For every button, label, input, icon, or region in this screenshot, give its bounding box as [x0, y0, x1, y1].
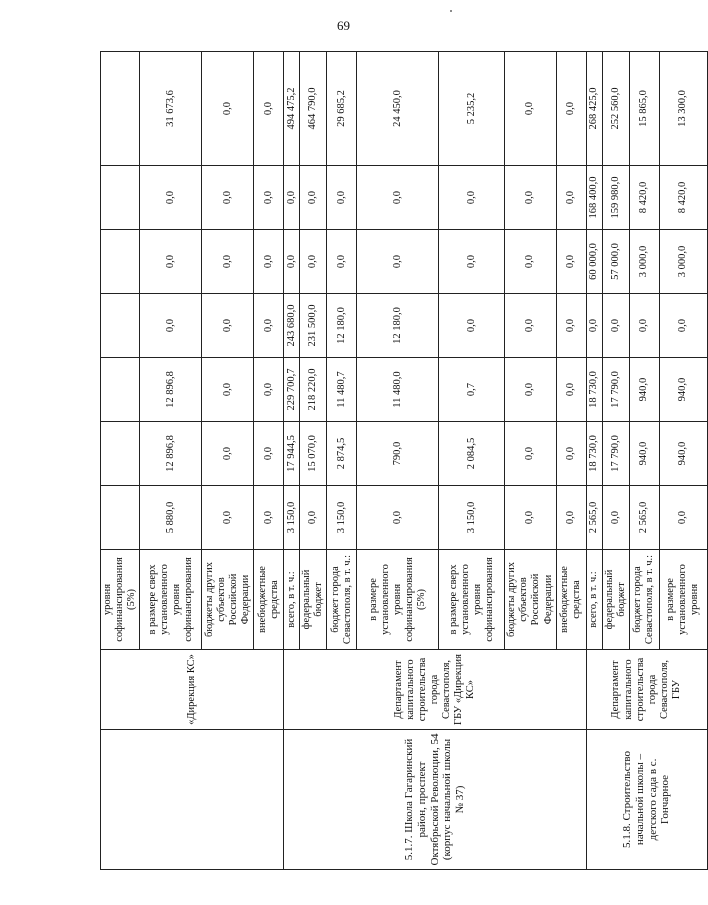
amount-cell: 15 865,0: [629, 52, 659, 166]
amount-cell: 464 790,0: [300, 52, 327, 166]
source-label: внебюджетные средства: [556, 550, 586, 650]
amount-cell: 3 000,0: [659, 230, 707, 294]
amount-cell: 0,0: [254, 230, 284, 294]
amount-cell: 0,0: [439, 230, 505, 294]
amount-cell: 0,0: [505, 486, 556, 550]
amount-cell: 0,0: [327, 230, 357, 294]
amount-cell: 0,0: [254, 294, 284, 358]
empty-cell: [101, 486, 140, 550]
amount-cell: 57 000,0: [602, 230, 629, 294]
amount-cell: 0,0: [602, 294, 629, 358]
source-label: в размере установленного уровня: [659, 550, 707, 650]
amount-cell: 0,0: [254, 166, 284, 230]
amount-cell: 2 874,5: [327, 422, 357, 486]
empty-cell: [101, 52, 140, 166]
amount-cell: 0,0: [357, 166, 439, 230]
amount-cell: 0,0: [659, 486, 707, 550]
amount-cell: 0,7: [439, 358, 505, 422]
amount-cell: 3 150,0: [439, 486, 505, 550]
source-label: в размере сверх установленного уровня софинансирования: [140, 550, 202, 650]
amount-cell: 0,0: [602, 486, 629, 550]
empty-cell: [101, 422, 140, 486]
amount-cell: 0,0: [505, 358, 556, 422]
amount-cell: 0,0: [556, 486, 586, 550]
amount-cell: 0,0: [505, 294, 556, 358]
amount-cell: 60 000,0: [586, 230, 602, 294]
amount-cell: 229 700,7: [284, 358, 300, 422]
source-label: всего, в т. ч.:: [586, 550, 602, 650]
amount-cell: 0,0: [300, 230, 327, 294]
amount-cell: 0,0: [357, 230, 439, 294]
amount-cell: 0,0: [254, 422, 284, 486]
amount-cell: 494 475,2: [284, 52, 300, 166]
responsible-cell: Департамент капитального строительства города Севастополя, ГБУ «Дирекция КС»: [284, 650, 586, 730]
table-row: [586, 52, 602, 870]
amount-cell: 17 944,5: [284, 422, 300, 486]
amount-cell: 5 880,0: [140, 486, 202, 550]
amount-cell: 17 790,0: [602, 422, 629, 486]
empty-cell: [101, 358, 140, 422]
amount-cell: 8 420,0: [659, 166, 707, 230]
source-label: всего, в т. ч.:: [284, 550, 300, 650]
amount-cell: 0,0: [439, 166, 505, 230]
responsible-cell: «Дирекция КС»: [101, 650, 284, 730]
amount-cell: 0,0: [505, 422, 556, 486]
amount-cell: 0,0: [556, 358, 586, 422]
empty-cell: [101, 294, 140, 358]
amount-cell: 18 730,0: [586, 358, 602, 422]
amount-cell: 0,0: [327, 166, 357, 230]
source-label: федеральный бюджет: [602, 550, 629, 650]
amount-cell: 940,0: [629, 422, 659, 486]
object-name: 5.1.8. Строительство начальной школы – детского сада в с. Гончарное: [586, 730, 707, 870]
amount-cell: 3 150,0: [327, 486, 357, 550]
amount-cell: 11 480,7: [327, 358, 357, 422]
amount-cell: 0,0: [254, 52, 284, 166]
amount-cell: 0,0: [505, 230, 556, 294]
amount-cell: 0,0: [140, 294, 202, 358]
amount-cell: 159 980,0: [602, 166, 629, 230]
empty-cell: [101, 166, 140, 230]
funding-table: [100, 51, 708, 870]
source-label: уровня софинансирования (5%): [101, 550, 140, 650]
amount-cell: 0,0: [439, 294, 505, 358]
amount-cell: 0,0: [140, 166, 202, 230]
amount-cell: 0,0: [284, 166, 300, 230]
amount-cell: 0,0: [254, 486, 284, 550]
amount-cell: 0,0: [202, 486, 254, 550]
amount-cell: 0,0: [202, 358, 254, 422]
amount-cell: 218 220,0: [300, 358, 327, 422]
amount-cell: 3 150,0: [284, 486, 300, 550]
amount-cell: 0,0: [556, 230, 586, 294]
amount-cell: 0,0: [659, 294, 707, 358]
amount-cell: 0,0: [284, 230, 300, 294]
amount-cell: 12 896,8: [140, 358, 202, 422]
amount-cell: 0,0: [357, 486, 439, 550]
source-label: федеральный бюджет: [300, 550, 327, 650]
amount-cell: 0,0: [629, 294, 659, 358]
amount-cell: 252 560,0: [602, 52, 629, 166]
amount-cell: 0,0: [300, 166, 327, 230]
amount-cell: 12 896,8: [140, 422, 202, 486]
amount-cell: 11 480,0: [357, 358, 439, 422]
source-label: бюджеты других субъектов Российской Федерации: [202, 550, 254, 650]
amount-cell: 0,0: [202, 52, 254, 166]
amount-cell: 0,0: [556, 52, 586, 166]
source-label: бюджет города Севастополя, в т. ч.:: [629, 550, 659, 650]
amount-cell: 0,0: [202, 166, 254, 230]
amount-cell: 12 180,0: [327, 294, 357, 358]
amount-cell: 940,0: [659, 422, 707, 486]
amount-cell: 790,0: [357, 422, 439, 486]
amount-cell: 0,0: [254, 358, 284, 422]
amount-cell: 0,0: [505, 166, 556, 230]
amount-cell: 168 400,0: [586, 166, 602, 230]
amount-cell: 18 730,0: [586, 422, 602, 486]
amount-cell: 8 420,0: [629, 166, 659, 230]
amount-cell: 940,0: [659, 358, 707, 422]
amount-cell: 5 235,2: [439, 52, 505, 166]
amount-cell: 0,0: [202, 422, 254, 486]
amount-cell: 0,0: [556, 294, 586, 358]
scan-speck: [450, 10, 452, 12]
amount-cell: 24 450,0: [357, 52, 439, 166]
amount-cell: 268 425,0: [586, 52, 602, 166]
source-label: бюджеты других субъектов Российской Федерации: [505, 550, 556, 650]
amount-cell: 0,0: [586, 294, 602, 358]
amount-cell: 2 565,0: [586, 486, 602, 550]
amount-cell: 940,0: [629, 358, 659, 422]
amount-cell: 0,0: [202, 230, 254, 294]
source-label: в размере сверх установленного уровня софинансирования: [439, 550, 505, 650]
empty-cell: [101, 230, 140, 294]
object-cell-empty: [101, 730, 284, 870]
source-label: бюджет города Севастополя, в т. ч.:: [327, 550, 357, 650]
source-label: внебюджетные средства: [254, 550, 284, 650]
amount-cell: 12 180,0: [357, 294, 439, 358]
rotated-table-wrapper: [100, 52, 701, 870]
amount-cell: 0,0: [556, 166, 586, 230]
amount-cell: 0,0: [202, 294, 254, 358]
amount-cell: 29 685,2: [327, 52, 357, 166]
amount-cell: 17 790,0: [602, 358, 629, 422]
source-label: в размере установленного уровня софинансирования (5%): [357, 550, 439, 650]
amount-cell: 0,0: [505, 52, 556, 166]
amount-cell: 243 680,0: [284, 294, 300, 358]
amount-cell: 231 500,0: [300, 294, 327, 358]
table-row: [284, 52, 300, 870]
amount-cell: 31 673,6: [140, 52, 202, 166]
amount-cell: 2 565,0: [629, 486, 659, 550]
object-name: 5.1.7. Школа Гагаринский район, проспект Октябрьской Революции, 54 (корпус начальной школы № 37): [284, 730, 586, 870]
amount-cell: 3 000,0: [629, 230, 659, 294]
page-number: 69: [337, 18, 350, 33]
amount-cell: 0,0: [300, 486, 327, 550]
amount-cell: 2 084,5: [439, 422, 505, 486]
table-row: [101, 52, 140, 870]
amount-cell: 0,0: [140, 230, 202, 294]
amount-cell: 15 070,0: [300, 422, 327, 486]
responsible-cell: Департамент капитального строительства города Севастополя, ГБУ: [586, 650, 707, 730]
amount-cell: 13 300,0: [659, 52, 707, 166]
amount-cell: 0,0: [556, 422, 586, 486]
